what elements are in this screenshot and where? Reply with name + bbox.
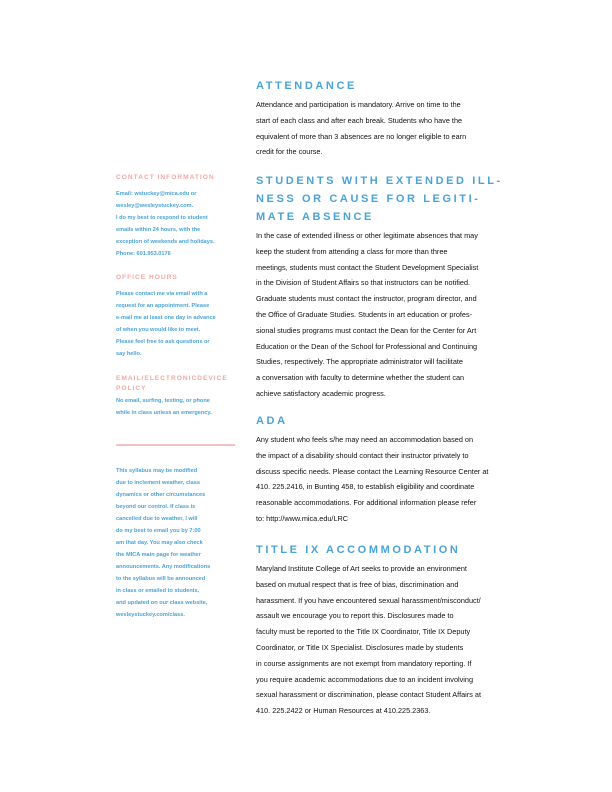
device-policy-heading-line: DEVICE POLICY	[116, 375, 228, 392]
title-ix-body-line: Maryland Institute College of Art seeks to provide an environment	[256, 564, 467, 573]
office-hours-text-line: request for an appointment. Please	[116, 303, 210, 309]
extended-illness-heading-line: MATE ABSENCE	[256, 211, 374, 223]
extended-illness-body-line: achieve satisfactory academic progress.	[256, 388, 386, 398]
attendance-heading	[256, 77, 506, 95]
title-ix-body-line: Coordinator, or Title IX Specialist. Disclosures made by students	[256, 642, 464, 652]
syllabus-note-text-line: to the syllabus will be announced	[116, 576, 206, 582]
syllabus-note-text-line: beyond our control. If class is	[116, 504, 196, 510]
office-hours-text	[116, 288, 236, 360]
title-ix-body-line: sexual harassment or discrimination, please contact Student Affairs at	[256, 690, 481, 700]
ada-body-line: discuss specific needs. Please contact the Learning Resource Center at	[256, 466, 489, 476]
contact-text	[116, 188, 236, 260]
title-ix-body-line: in course assignments are not exempt from mandatory reporting. If	[256, 658, 472, 668]
contact-heading: CONTACT INFORMATION	[116, 174, 215, 181]
attendance-body-line: credit for the course.	[256, 147, 323, 157]
title-ix-body-line: based on mutual respect that is free of bias, discrimination and	[256, 579, 459, 589]
title-ix-heading	[256, 541, 506, 559]
extended-illness-body-line: in the Division of Student Affairs so that instructors can be notified.	[256, 278, 471, 288]
ada-heading	[256, 412, 506, 430]
title-ix-body-line: 410. 225.2422 or Human Resources at 410.225.2363.	[256, 706, 431, 716]
syllabus-note-text-line: am that day. You may also check	[116, 540, 203, 546]
attendance-body-line: Attendance and participation is mandatory. Arrive on time to the	[256, 100, 461, 109]
contact-text-line: Email: wstuckey@mica.edu or	[116, 191, 197, 197]
extended-illness-body-line: meetings, students must contact the Student Development Specialist	[256, 262, 479, 272]
attendance-body-line: start of each class and after each break. Students who have the	[256, 115, 463, 125]
contact-text-line: exception of weekends and holidays.	[116, 239, 215, 245]
office-hours-text-line: e-mail me at least one day in advance	[116, 315, 216, 321]
office-hours-heading: OFFICE HOURS	[116, 274, 178, 281]
device-policy-heading-line: EMAIL/ELECTRONIC	[116, 375, 198, 382]
ada-body	[256, 432, 506, 527]
office-hours-text-line: Please feel free to ask questions or	[116, 339, 210, 345]
extended-illness-body-line: a conversation with faculty to determine whether the student can	[256, 373, 465, 383]
sidebar-contact	[116, 173, 236, 260]
ada-body-line: to: http://www.mica.edu/LRC	[256, 513, 349, 523]
title-ix-heading-line: TITLE IX ACCOMMODATION	[256, 544, 461, 556]
syllabus-note-text	[116, 465, 236, 621]
ada-body-line: the impact of a disability should contact their instructor privately to	[256, 450, 469, 460]
device-policy-heading	[116, 374, 236, 393]
attendance-body	[256, 97, 506, 160]
extended-illness-heading	[256, 172, 506, 226]
extended-illness-heading-line: STUDENTS WITH EXTENDED ILL-	[256, 175, 503, 187]
syllabus-note-text-line: wesleystuckey.com/class.	[116, 612, 185, 618]
ada-body-line: reasonable accommodations. For additional information please refer	[256, 498, 477, 508]
syllabus-note-text-line: do my best to email you by 7:00	[116, 528, 201, 534]
ada-body-line: 410. 225.2416, in Bunting 458, to establish eligibility and coordinate	[256, 482, 475, 492]
syllabus-note-text-line: the MICA main page for weather	[116, 552, 201, 558]
title-ix-body-line: assault we encourage you to report this. Disclosures made to	[256, 611, 454, 621]
title-ix-body-line: harassment. If you have encountered sexual harassment/misconduct/	[256, 595, 481, 605]
syllabus-note-text-line: and updated on our class website,	[116, 600, 208, 606]
syllabus-note-text-line: in class or emailed to students,	[116, 588, 200, 594]
extended-illness-body-line: the Office of Graduate Studies. Students in art education or profes-	[256, 309, 473, 319]
extended-illness-body-line: Graduate students must contact the instructor, program director, and	[256, 294, 477, 304]
ada-body-line: Any student who feels s/he may need an accommodation based on	[256, 435, 474, 444]
extended-illness-body-line: keep the student from attending a class for more than three	[256, 246, 448, 256]
sidebar-syllabus-note	[116, 465, 236, 621]
section-attendance	[256, 77, 506, 160]
section-extended-illness	[256, 172, 506, 402]
section-title-ix	[256, 541, 506, 719]
section-ada	[256, 412, 506, 527]
title-ix-body	[256, 561, 506, 719]
syllabus-note-text-line: cancelled due to weather, I will	[116, 516, 198, 522]
attendance-body-line: equivalent of more than 3 absences are no longer eligible to earn	[256, 131, 467, 141]
attendance-heading-line: ATTENDANCE	[256, 80, 357, 92]
title-ix-body-line: you require academic accommodations due to an incident involving	[256, 674, 474, 684]
contact-text-line: I do my best to respond to student	[116, 215, 208, 221]
sidebar-office-hours	[116, 273, 236, 360]
office-hours-text-line: Please contact me via email with a	[116, 291, 208, 297]
contact-text-line: wesley@wesleystuckey.com.	[116, 203, 194, 209]
extended-illness-body-line: Studies, respectively. The appropriate administrator will facilitate	[256, 357, 463, 367]
device-policy-text-line: while in class unless an emergency.	[116, 410, 212, 416]
device-policy-text	[116, 395, 236, 419]
contact-text-line: emails within 24 hours, with the	[116, 227, 201, 233]
extended-illness-body-line: sional studies programs must contact the Dean for the Center for Art	[256, 325, 477, 335]
syllabus-note-text-line: This syllabus may be modified	[116, 468, 198, 474]
extended-illness-body-line: In the case of extended illness or other legitimate absences that may	[256, 231, 478, 240]
extended-illness-heading-line: NESS OR CAUSE FOR LEGITI-	[256, 193, 481, 205]
sidebar-divider	[116, 444, 235, 446]
office-hours-text-line: of when you would like to meet.	[116, 327, 201, 333]
office-hours-text-line: say hello.	[116, 351, 142, 357]
syllabus-note-text-line: due to inclement weather, class	[116, 480, 200, 486]
syllabus-note-text-line: dynamics or other circumstances	[116, 492, 206, 498]
device-policy-text-line: No email, surfing, texting, or phone	[116, 398, 210, 404]
extended-illness-body	[256, 228, 506, 402]
contact-text-line: Phone: 601.953.0176	[116, 251, 171, 257]
title-ix-body-line: faculty must be reported to the Title IX Coordinator, Title IX Deputy	[256, 627, 471, 637]
extended-illness-body-line: Education or the Dean of the School for Professional and Continuing	[256, 341, 478, 351]
syllabus-note-text-line: announcements. Any modifications	[116, 564, 211, 570]
ada-heading-line: ADA	[256, 415, 288, 427]
sidebar-device-policy	[116, 374, 236, 419]
